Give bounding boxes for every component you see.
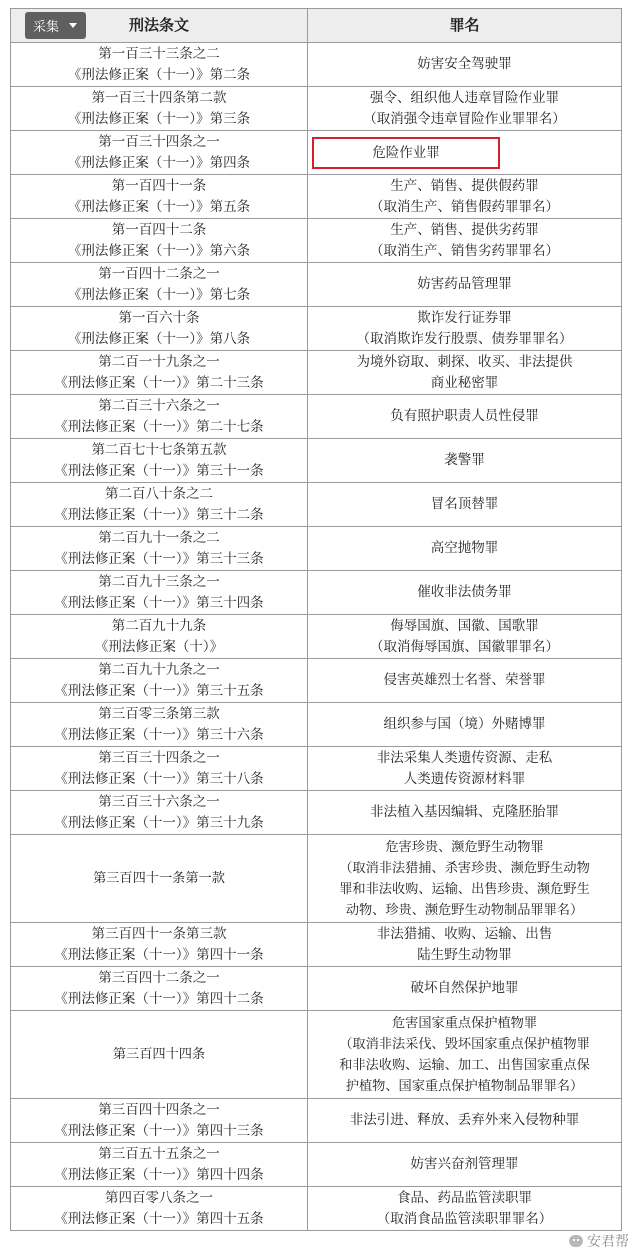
article-line: 《刑法修正案（十一）》第四十五条: [54, 1210, 264, 1227]
article-line: 第三百四十一条第三款: [91, 925, 227, 942]
article-cell: [11, 483, 308, 527]
article-cell: [11, 571, 308, 615]
table-row: [11, 1143, 622, 1187]
table-row: [11, 219, 622, 263]
crime-cell: [308, 1011, 622, 1099]
crime-cell: [308, 87, 622, 131]
crime-cell: [308, 527, 622, 571]
article-line: 第二百八十条之二: [105, 485, 213, 502]
crime-line: 非法采集人类遗传资源、走私: [376, 749, 553, 766]
crime-cell: [308, 307, 622, 351]
article-line: 《刑法修正案（十一）》第五条: [67, 198, 251, 215]
table-row: [11, 791, 622, 835]
crime-cell: [308, 703, 622, 747]
article-line: 第一百四十二条: [111, 221, 207, 238]
article-cell: [11, 87, 308, 131]
crime-cell: [308, 219, 622, 263]
crime-cell: [308, 43, 622, 87]
crime-cell: [308, 835, 622, 923]
table-body: [11, 43, 622, 1231]
crime-cell: [308, 615, 622, 659]
crime-line: 催收非法债务罪: [417, 584, 512, 600]
table-row: [11, 527, 622, 571]
article-line: 第三百四十四条之一: [98, 1101, 220, 1118]
article-cell: [11, 1187, 308, 1231]
article-line: 第一百四十一条: [111, 177, 207, 194]
article-line: 第一百三十四条之一: [98, 133, 220, 150]
article-line: 《刑法修正案（十一）》第三十四条: [54, 594, 264, 611]
crime-cell: [308, 175, 622, 219]
crime-line: 食品、药品监管渎职罪: [397, 1189, 532, 1206]
table-row: [11, 395, 622, 439]
crime-line: 陆生野生动物罪: [417, 946, 512, 963]
article-line: 《刑法修正案（十）》: [94, 638, 224, 655]
crime-cell: [308, 439, 622, 483]
article-cell: [11, 1143, 308, 1187]
article-line: 《刑法修正案（十一）》第二十三条: [54, 374, 264, 391]
crime-table-container: [10, 8, 621, 1231]
article-line: 《刑法修正案（十一）》第三十一条: [54, 462, 264, 479]
article-line: 《刑法修正案（十一）》第三十八条: [54, 770, 264, 787]
article-line: 第一百三十四条第二款: [91, 89, 227, 106]
article-cell: [11, 219, 308, 263]
crime-line: 组织参与国（境）外赌博罪: [383, 716, 546, 732]
table-row: [11, 615, 622, 659]
article-cell: [11, 703, 308, 747]
table-header-row: [11, 9, 622, 43]
article-cell: [11, 967, 308, 1011]
article-cell: [11, 395, 308, 439]
article-line: 《刑法修正案（十一）》第三十二条: [54, 506, 264, 523]
article-line: 《刑法修正案（十一）》第三十六条: [54, 726, 264, 743]
crime-cell: [308, 1099, 622, 1143]
crime-line: 生产、销售、提供假药罪: [390, 177, 539, 194]
table-row: [11, 1099, 622, 1143]
header-article: 刑法条文: [11, 9, 308, 43]
crime-line: 强令、组织他人违章冒险作业罪: [370, 89, 559, 106]
article-cell: [11, 791, 308, 835]
crime-cell: [308, 351, 622, 395]
article-line: 第二百九十三条之一: [98, 573, 220, 590]
crime-table: [10, 8, 622, 1231]
article-cell: [11, 263, 308, 307]
crime-cell: [308, 571, 622, 615]
table-row: [11, 923, 622, 967]
crime-cell: [308, 1187, 622, 1231]
crime-cell: [308, 791, 622, 835]
article-line: 第三百三十四条之一: [98, 749, 220, 766]
crime-line: （取消侮辱国旗、国徽罪罪名）: [370, 638, 559, 655]
article-line: 《刑法修正案（十一）》第三十三条: [54, 550, 264, 567]
table-row: [11, 835, 622, 923]
crime-line: 罪和非法收购、运输、出售珍贵、濒危野生: [339, 881, 590, 897]
table-row: [11, 87, 622, 131]
crime-cell: [308, 131, 622, 175]
crime-line: 危险作业罪: [372, 144, 440, 161]
table-row: [11, 131, 622, 175]
article-cell: [11, 835, 308, 923]
crime-line: 和非法收购、运输、加工、出售国家重点保: [339, 1057, 590, 1073]
header-crime: 罪名: [308, 9, 622, 43]
article-line: 第一百四十二条之一: [98, 265, 220, 282]
article-cell: [11, 43, 308, 87]
article-line: 第三百四十一条第一款: [93, 871, 225, 886]
crime-cell: [308, 967, 622, 1011]
article-line: 《刑法修正案（十一）》第六条: [67, 242, 251, 259]
crime-line: 妨害安全驾驶罪: [417, 56, 512, 72]
crime-line: 破坏自然保护地罪: [410, 980, 519, 996]
article-cell: [11, 1011, 308, 1099]
table-row: [11, 967, 622, 1011]
article-line: 第三百四十二条之一: [98, 969, 220, 986]
crime-line: （取消非法猎捕、杀害珍贵、濒危野生动物: [339, 860, 590, 876]
collect-button-label: 采集: [33, 20, 60, 35]
article-line: 第四百零八条之一: [105, 1189, 213, 1206]
crime-line: 危害国家重点保护植物罪: [391, 1015, 538, 1031]
crime-line: 动物、珍贵、濒危野生动物制品罪罪名）: [345, 902, 584, 918]
article-line: 第三百四十四条: [112, 1047, 206, 1062]
article-line: 第二百三十六条之一: [98, 397, 220, 414]
table-row: [11, 571, 622, 615]
table-row: [11, 439, 622, 483]
crime-line: 袭警罪: [444, 452, 485, 468]
wechat-icon: [569, 1235, 583, 1247]
crime-line: 非法植入基因编辑、克隆胚胎罪: [370, 804, 559, 820]
crime-line: 侮辱国旗、国徽、国歌罪: [390, 617, 539, 634]
article-cell: [11, 923, 308, 967]
article-cell: [11, 1099, 308, 1143]
highlight-box: [312, 137, 500, 169]
crime-cell: [308, 483, 622, 527]
article-line: 第二百一十九条之一: [98, 353, 220, 370]
table-row: [11, 747, 622, 791]
collect-button[interactable]: [25, 12, 86, 39]
table-row: [11, 351, 622, 395]
crime-line: 护植物、国家重点保护植物制品罪罪名）: [345, 1078, 584, 1094]
crime-line: 生产、销售、提供劣药罪: [390, 221, 539, 238]
article-line: 《刑法修正案（十一）》第三条: [67, 110, 251, 127]
article-cell: [11, 175, 308, 219]
article-cell: [11, 615, 308, 659]
crime-line: 欺诈发行证券罪: [417, 309, 512, 326]
article-line: 《刑法修正案（十一）》第二十七条: [54, 418, 264, 435]
crime-line: 冒名顶替罪: [430, 496, 499, 512]
article-line: 第一百六十条: [118, 309, 200, 326]
article-line: 第三百零三条第三款: [98, 705, 220, 722]
crime-line: （取消欺诈发行股票、债券罪罪名）: [356, 330, 573, 347]
crime-cell: [308, 395, 622, 439]
article-line: 《刑法修正案（十一）》第八条: [67, 330, 251, 347]
article-line: 《刑法修正案（十一）》第四十四条: [54, 1166, 264, 1183]
article-line: 《刑法修正案（十一）》第二条: [67, 66, 251, 83]
table-row: [11, 483, 622, 527]
article-line: 《刑法修正案（十一）》第四条: [67, 154, 251, 171]
article-line: 第二百九十九条之一: [98, 661, 220, 678]
crime-line: （取消生产、销售假药罪罪名）: [370, 198, 559, 215]
article-line: 第二百七十七条第五款: [91, 441, 227, 458]
caret-down-icon: [69, 23, 77, 28]
article-line: 《刑法修正案（十一）》第四十三条: [54, 1122, 264, 1139]
crime-cell: [308, 263, 622, 307]
crime-line: （取消强令违章冒险作业罪罪名）: [363, 110, 566, 127]
table-row: [11, 307, 622, 351]
crime-cell: [308, 747, 622, 791]
article-line: 第二百九十一条之二: [98, 529, 220, 546]
crime-line: 妨害药品管理罪: [417, 276, 512, 292]
article-line: 第二百九十九条: [111, 617, 207, 634]
table-row: [11, 703, 622, 747]
crime-line: 非法猎捕、收购、运输、出售: [376, 925, 553, 942]
article-cell: [11, 131, 308, 175]
article-line: 《刑法修正案（十一）》第三十九条: [54, 814, 264, 831]
article-line: 《刑法修正案（十一）》第三十五条: [54, 682, 264, 699]
article-cell: [11, 439, 308, 483]
table-row: [11, 1187, 622, 1231]
article-line: 第三百五十五条之一: [98, 1145, 220, 1162]
article-cell: [11, 659, 308, 703]
article-line: 第一百三十三条之二: [98, 45, 220, 62]
crime-line: 危害珍贵、濒危野生动物罪: [385, 839, 544, 855]
crime-cell: [308, 923, 622, 967]
article-line: 《刑法修正案（十一）》第七条: [67, 286, 251, 303]
table-row: [11, 659, 622, 703]
watermark-text: 安君帮: [587, 1234, 629, 1250]
watermark: [569, 1231, 629, 1251]
crime-line: 侵害英雄烈士名誉、荣誉罪: [383, 672, 546, 688]
crime-line: （取消生产、销售劣药罪罪名）: [370, 242, 559, 259]
crime-line: 商业秘密罪: [430, 374, 499, 391]
crime-line: 妨害兴奋剂管理罪: [410, 1156, 519, 1172]
article-line: 《刑法修正案（十一）》第四十一条: [54, 946, 264, 963]
crime-line: 高空抛物罪: [430, 540, 499, 556]
article-cell: [11, 351, 308, 395]
crime-line: 人类遗传资源材料罪: [403, 770, 526, 787]
crime-cell: [308, 659, 622, 703]
crime-line: （取消食品监管渎职罪罪名）: [376, 1210, 553, 1227]
article-cell: [11, 527, 308, 571]
article-line: 第三百三十六条之一: [98, 793, 220, 810]
article-line: 《刑法修正案（十一）》第四十二条: [54, 990, 264, 1007]
table-row: [11, 263, 622, 307]
crime-line: 非法引进、释放、丢弃外来入侵物种罪: [349, 1112, 580, 1128]
table-row: [11, 1011, 622, 1099]
table-row: [11, 175, 622, 219]
crime-cell: [308, 1143, 622, 1187]
crime-line: 为境外窃取、刺探、收买、非法提供: [356, 353, 573, 370]
crime-line: （取消非法采伐、毁坏国家重点保护植物罪: [339, 1036, 590, 1052]
crime-line: 负有照护职责人员性侵罪: [390, 408, 539, 424]
table-row: [11, 43, 622, 87]
article-cell: [11, 307, 308, 351]
article-cell: [11, 747, 308, 791]
